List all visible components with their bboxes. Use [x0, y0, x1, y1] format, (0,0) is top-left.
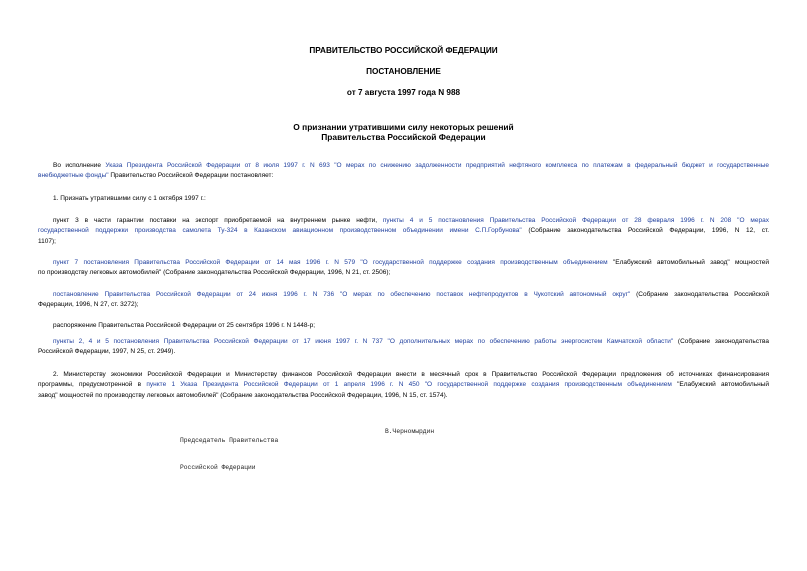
paragraph-item-1-2: пункт 7 постановления Правительства Российской Федерации от 14 мая 1996 г. N 579 "О государственной поддержке создания производственным объединением "Елабужский автомобильный завод" мощностей по производству легковых автомобилей" (Собрание законодательства Российской Федерации, 1996, N 21, ст. 2506); — [38, 259, 769, 277]
decree-link[interactable]: Указа Президента Российской Федерации от 8 июля 1997 г. N 693 "О мерах по снижению задолженности предприятий нефтяного комплекса по платежам в федеральный бюджет и государственные — [105, 162, 769, 169]
resolution-737-link[interactable]: пункты 2, 4 и 5 постановления Правительства Российской Федерации от 17 июня 1997 г. N 737 "О дополнительных мерах по обеспечению работы энергосистем Камчатской области" — [53, 338, 674, 345]
resolution-736-link[interactable]: постановление Правительства Российской Федерации от 24 июня 1996 г. N 736 "О мерах по обеспечению поставок нефтепродуктов в Чукотский автономный округ" — [53, 291, 631, 298]
title-line-1: О признании утратившими силу некоторых решений — [293, 122, 514, 132]
decree-link-cont[interactable]: внебюджетные фонды" — [38, 172, 109, 180]
resolution-208-link-cont[interactable]: государственной поддержки производства самолета Ту-324 в Казанском авиационном производственном объединении имени С.П.Горбунова" — [38, 227, 522, 235]
title-line-2: Правительства Российской Федерации — [321, 132, 486, 142]
paragraph-item-2: 2. Министерству экономики Российской Федерации и Министерству финансов Российской Федерации внести в месячный срок в Правительство Российской Федерации предложения об источниках финансирования программы, предусмотренной в пункте 1 Указа Президента Российской Федерации от 1 апреля 1996 г. N 450 "О государственной поддержке создания производственным объединением "Елабужский автомобильный завод" мощностей по производству легковых автомобилей" (Собрание законодательства Российской Федерации, 1996, N 15, ст. 1574). — [38, 371, 769, 399]
signature-position-line-2: Российской Федерации — [180, 464, 256, 471]
resolution-579-link[interactable]: пункт 7 постановления Правительства Российской Федерации от 14 мая 1996 г. N 579 "О государственной поддержке создания производственным объединением — [53, 259, 608, 266]
resolution-208-link[interactable]: пункты 4 и 5 постановления Правительства Российской Федерации от 28 февраля 1996 г. N 208 "О мерах — [382, 217, 769, 224]
signature-position-line-1: Председатель Правительства — [180, 437, 279, 444]
signature-name: В.Черномырдин — [385, 428, 435, 435]
paragraph-item-1-4: распоряжение Правительства Российской Федерации от 25 сентября 1996 г. N 1448-р; — [53, 322, 316, 329]
paragraph-item-1-5: пункты 2, 4 и 5 постановления Правительства Российской Федерации от 17 июня 1997 г. N 737 "О дополнительных мерах по обеспечению работы энергосистем Камчатской области" (Собрание законодательства Российской Федерации, 1997, N 25, ст. 2949). — [38, 338, 769, 356]
paragraph-preamble: Во исполнение Указа Президента Российской Федерации от 8 июля 1997 г. N 693 "О мерах по снижению задолженности предприятий нефтяного комплекса по платежам в федеральный бюджет и государственные внебюджетные фонды" Правительство Российской Федерации постановляет: — [38, 162, 769, 180]
header-doc-type: ПОСТАНОВЛЕНИЕ — [366, 67, 441, 76]
header-date: от 7 августа 1997 года N 988 — [346, 88, 461, 97]
header-org: ПРАВИТЕЛЬСТВО РОССИЙСКОЙ ФЕДЕРАЦИИ — [309, 46, 498, 55]
paragraph-item-1-3: постановление Правительства Российской Федерации от 24 июня 1996 г. N 736 "О мерах по обеспечению поставок нефтепродуктов в Чукотский автономный округ" (Собрание законодательства Российской Федерации, 1996, N 27, ст. 3272); — [38, 291, 769, 309]
signature-block — [180, 418, 435, 499]
document-title — [0, 122, 807, 142]
decree-450-link[interactable]: пункте 1 Указа Президента Российской Федерации от 1 апреля 1996 г. N 450 "О государственной поддержке создания производственным объединением — [146, 381, 672, 389]
paragraph-item-1-1: пункт 3 в части гарантии поставки на экспорт приобретаемой на внутреннем рынке нефти, пункты 4 и 5 постановления Правительства Российской Федерации от 28 февраля 1996 г. N 208 "О мерах государственной поддержки производства самолета Ту-324 в Казанском авиационном производственном объединении имени С.П.Горбунова" (Собрание законодательства Российской Федерации, 1996, N 12, ст. 1107); — [38, 217, 770, 245]
paragraph-item-1: 1. Признать утратившими силу с 1 октября 1997 г.: — [53, 195, 206, 202]
